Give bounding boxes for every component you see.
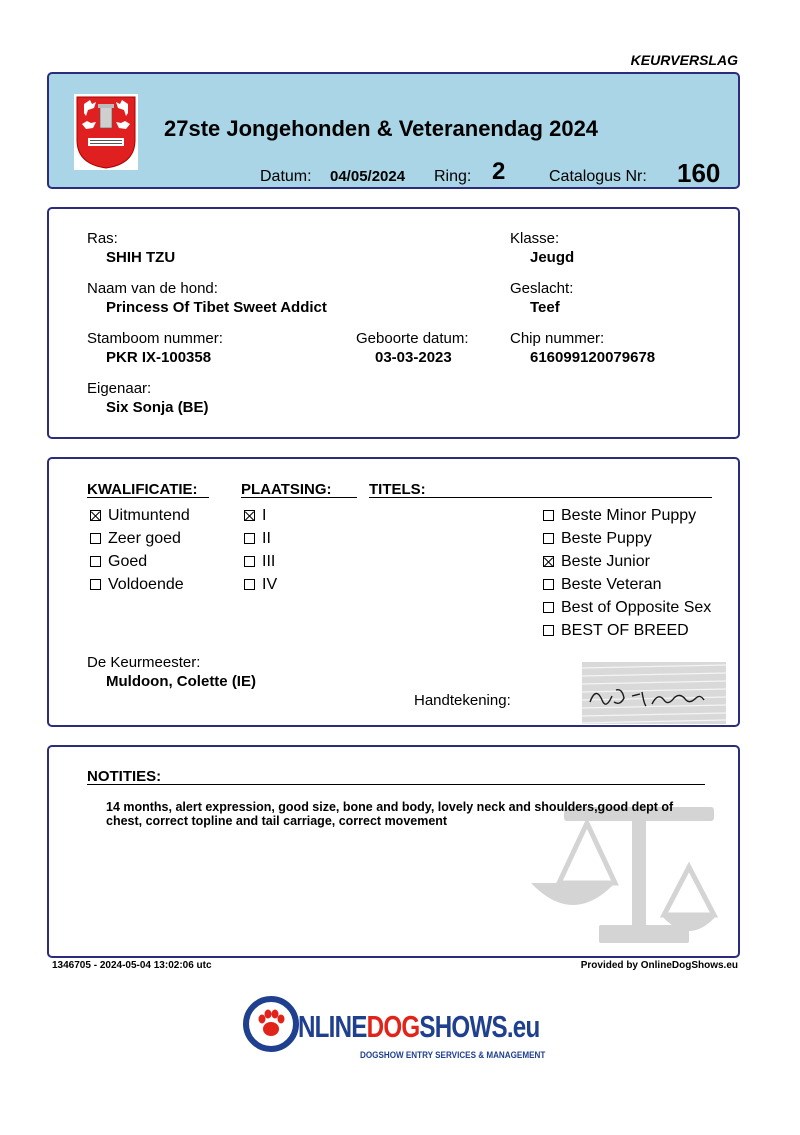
kwalificatie-option[interactable]: Zeer goed — [90, 530, 181, 548]
event-title: 27ste Jongehonden & Veteranendag 2024 — [164, 116, 599, 141]
checkbox-icon — [244, 579, 255, 590]
paw-circle-icon — [242, 995, 300, 1053]
checkbox-icon — [90, 556, 101, 567]
titel-option[interactable]: Best of Opposite Sex — [543, 599, 711, 617]
geslacht-label: Geslacht: — [510, 280, 574, 297]
club-crest-logo — [74, 94, 138, 170]
onlinedogshows-logo[interactable] — [242, 995, 562, 1067]
plaatsing-rule — [241, 497, 357, 498]
plaatsing-option[interactable]: IV — [244, 576, 277, 594]
plaatsing-option[interactable]: II — [244, 530, 271, 548]
stamboom-label: Stamboom nummer: — [87, 330, 223, 347]
judging-panel — [47, 457, 740, 727]
titels-header: TITELS: — [369, 481, 426, 498]
datum-value: 04/05/2024 — [330, 168, 406, 185]
handtekening-label: Handtekening: — [414, 692, 511, 709]
stamboom-value: PKR IX-100358 — [106, 349, 212, 366]
chip-value: 616099120079678 — [530, 349, 656, 366]
geboorte-label: Geboorte datum: — [356, 330, 469, 347]
titels-rule — [369, 497, 712, 498]
checkbox-icon — [244, 533, 255, 544]
keurmeester-label: De Keurmeester: — [87, 654, 201, 671]
document-type: KEURVERSLAG — [630, 52, 738, 68]
plaatsing-option[interactable]: I — [244, 507, 266, 525]
plaatsing-option[interactable]: III — [244, 553, 275, 571]
kwalificatie-header: KWALIFICATIE: — [87, 481, 198, 498]
notes-text: 14 months, alert expression, good size, bone and body, lovely neck and shoulders,good dept of chest, correct topline and tail carriage, correct movement — [106, 800, 674, 828]
ras-label: Ras: — [87, 230, 118, 247]
kwalificatie-rule — [87, 497, 209, 498]
datum-label: Datum: — [260, 168, 312, 185]
checkbox-icon — [244, 510, 255, 521]
kwalificatie-option[interactable]: Voldoende — [90, 576, 184, 594]
checkbox-icon — [543, 625, 554, 636]
checkbox-icon — [543, 510, 554, 521]
notes-rule — [87, 784, 705, 785]
titel-option[interactable]: Beste Minor Puppy — [543, 507, 696, 525]
header-panel — [47, 72, 740, 189]
checkbox-icon — [543, 556, 554, 567]
checkbox-icon — [543, 602, 554, 613]
kwalificatie-option[interactable]: Goed — [90, 553, 147, 571]
checkbox-icon — [90, 533, 101, 544]
geslacht-value: Teef — [530, 299, 560, 316]
provided-by: Provided by OnlineDogShows.eu — [580, 960, 738, 971]
notes-panel — [47, 745, 740, 958]
logo-wordmark: NLINEDOGSHOWS.eu — [298, 1009, 540, 1044]
checkbox-icon — [90, 510, 101, 521]
catalogus-label: Catalogus Nr: — [549, 168, 647, 185]
plaatsing-header: PLAATSING: — [241, 481, 332, 498]
checkbox-icon — [244, 556, 255, 567]
checkbox-icon — [543, 533, 554, 544]
dog-info-panel — [47, 207, 740, 439]
naam-value: Princess Of Tibet Sweet Addict — [106, 299, 327, 316]
eigenaar-value: Six Sonja (BE) — [106, 399, 209, 416]
judge-signature-image — [582, 662, 726, 724]
logo-tagline: DOGSHOW ENTRY SERVICES & MANAGEMENT — [360, 1050, 546, 1060]
kwalificatie-option[interactable]: Uitmuntend — [90, 507, 190, 525]
titel-option[interactable]: Beste Junior — [543, 553, 650, 571]
catalogus-value: 160 — [677, 158, 721, 188]
titel-option[interactable]: Beste Veteran — [543, 576, 662, 594]
eigenaar-label: Eigenaar: — [87, 380, 152, 397]
klasse-label: Klasse: — [510, 230, 560, 247]
keurmeester-value: Muldoon, Colette (IE) — [106, 673, 256, 690]
ring-label: Ring: — [434, 168, 472, 185]
ring-value: 2 — [492, 158, 506, 185]
chip-label: Chip nummer: — [510, 330, 605, 347]
naam-label: Naam van de hond: — [87, 280, 218, 297]
titel-option[interactable]: Beste Puppy — [543, 530, 652, 548]
titel-option[interactable]: BEST OF BREED — [543, 622, 689, 640]
geboorte-value: 03-03-2023 — [375, 349, 452, 366]
klasse-value: Jeugd — [530, 249, 575, 266]
checkbox-icon — [90, 579, 101, 590]
document-id-line: 1346705 - 2024-05-04 13:02:06 utc — [52, 960, 212, 971]
ras-value: SHIH TZU — [106, 249, 176, 266]
checkbox-icon — [543, 579, 554, 590]
notes-header: NOTITIES: — [87, 768, 162, 785]
